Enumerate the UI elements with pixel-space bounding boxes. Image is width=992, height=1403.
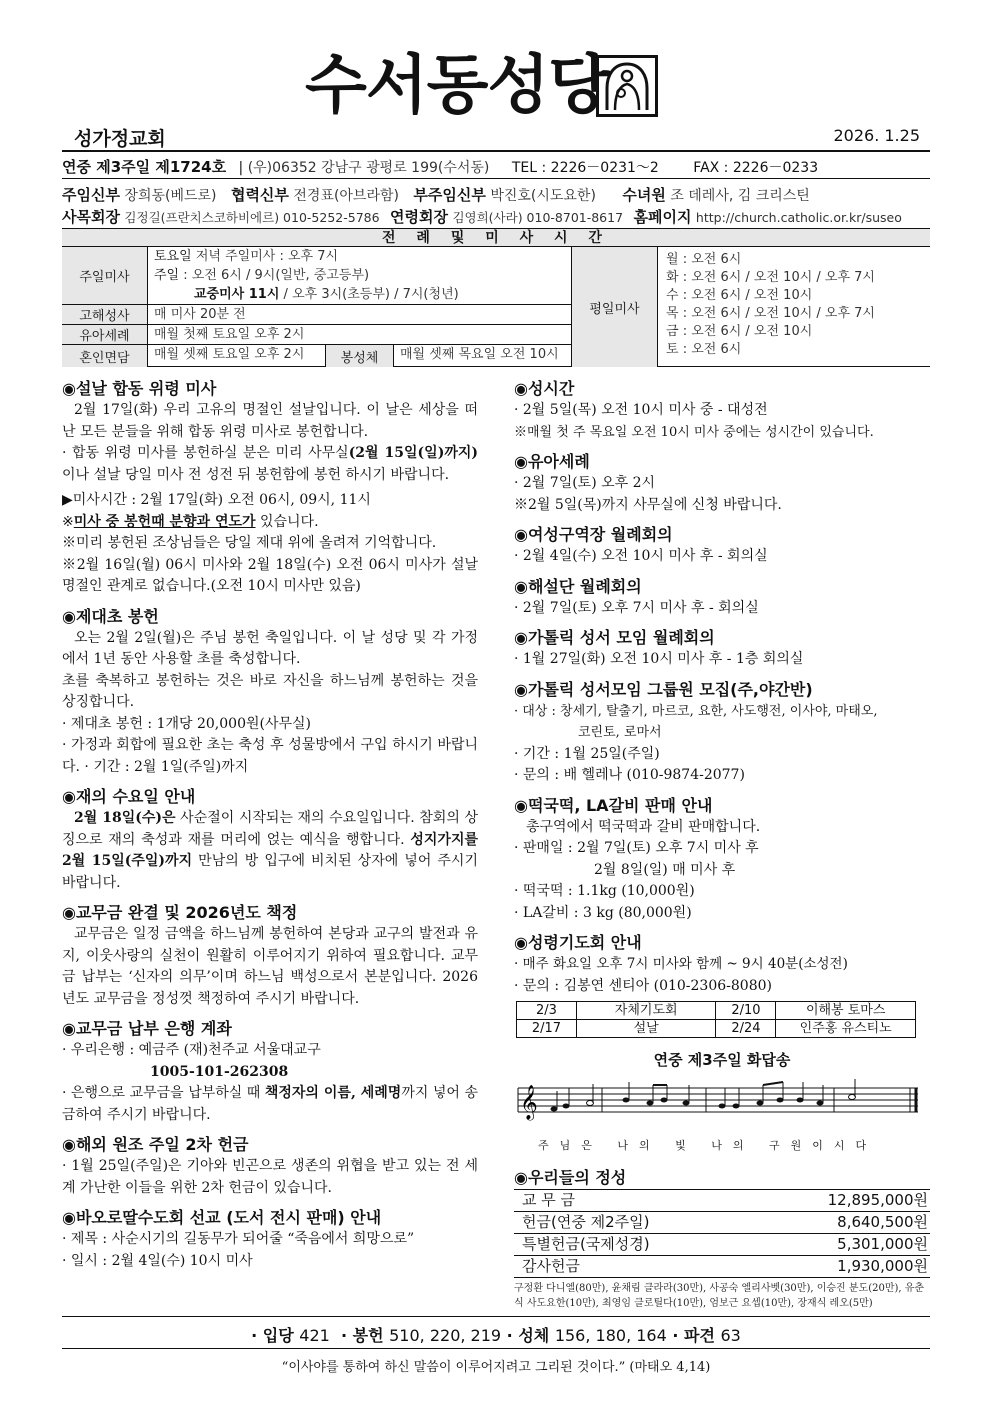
offering-table	[514, 1189, 930, 1278]
parish-title: 수서동성당	[305, 49, 610, 123]
tel: 2226－0231～2	[550, 160, 659, 176]
weekday-tue: 화 : 오전 6시 / 오전 10시 / 오후 7시	[666, 270, 875, 285]
info-line: 연중 제3주일 제1724호 | (우)06352 강남구 광평로 199(수서동) TEL : 2226－0231～2 FAX : 2226－0233	[62, 158, 819, 176]
psalm-music-staff	[514, 1076, 918, 1138]
section-title: ◉바오로딸수도회 선교 (도서 전시 판매) 안내	[62, 1208, 382, 1227]
table-row: 2/3 자체기도회 2/10 이해봉 토마스	[517, 1002, 916, 1020]
bullet-line: · 문의 : 김봉연 센티아 (010-2306-8080)	[514, 977, 772, 994]
marriage-time: 매월 셋째 토요일 오후 2시	[148, 345, 326, 367]
bullet-line: · 가정과 회합에 필요한 초는 축성 후 성물방에서 구입 하시기 바랍니다. · 기간 : 2월 1일(주일)까지	[62, 737, 478, 775]
note-line: ※미리 봉헌된 조상님들은 당일 제대 위에 올려져 기억합니다.	[62, 535, 437, 551]
confession-label: 고해성사	[62, 305, 148, 325]
high-mass: 교중미사 11시	[194, 287, 280, 302]
psalm-lyrics: 주님은 나의 빛 나의 구원이시다	[538, 1139, 878, 1152]
paragraph: 교무금은 일정 금액을 하느님께 봉헌하여 본당과 교구의 발전과 유지, 이웃사랑의 실천이 원활히 이루어지기 위하여 필요합니다. 교무금 납부는 ‘신자의 의무’이며 하느님 백성으로서 본분입니다. 2026년도 교무금을 정성껏 책정하여 주시기 바랍니다.	[62, 926, 478, 1007]
issue-date: 2026. 1.25	[833, 126, 920, 145]
fax-label: FAX :	[693, 160, 733, 176]
bullet-line: · 대상 : 창세기, 탈출기, 마르코, 요한, 사도행전, 이사야, 마태오,	[514, 703, 878, 719]
weekday-mass-times	[658, 247, 930, 367]
section-title: ◉가톨릭 성서 모임 월례회의	[514, 628, 715, 647]
note-line: ※2월 5일(목)까지 사무실에 신청 바랍니다.	[514, 496, 782, 513]
bullet-line: · 기간 : 1월 25일(주일)	[514, 745, 660, 762]
paragraph: 총구역에서 떡국떡과 갈비 판매합니다.	[526, 818, 761, 835]
bullet-line: · 제대초 봉헌 : 1개당 20,000원(사무실)	[62, 715, 311, 732]
anointing-label: 봉성체	[326, 345, 394, 367]
offering-row: 감사헌금 1,930,000원	[514, 1256, 930, 1278]
bullet-line: · 은행으로 교무금을 납부하실 때 책정자의 이름, 세례명까지 넣어 송금하여 주시기 바랍니다.	[62, 1085, 478, 1123]
bullet-line: · 2월 4일(수) 오전 10시 미사 후 - 회의실	[514, 548, 768, 564]
assoc-label: 부주임신부	[413, 186, 486, 204]
bullet-line: · 2월 7일(토) 오후 2시	[514, 475, 656, 491]
weekday-wed: 수 : 오전 6시 / 오전 10시	[666, 288, 813, 303]
union: 김영희(사라) 010-8701-8617	[452, 210, 624, 225]
section-title: ◉유아세례	[514, 452, 590, 471]
section-title: ◉해외 원조 주일 2차 헌금	[62, 1135, 249, 1154]
assoc: 박진호(시도요한)	[490, 188, 596, 204]
note-line: ※매월 첫 주 목요일 오전 10시 미사 중에는 성시간이 있습니다.	[514, 424, 874, 440]
svg-text:𝄞: 𝄞	[520, 1084, 538, 1120]
section-title: ◉성령기도회 안내	[514, 933, 642, 952]
footer-divider	[62, 1348, 930, 1349]
offering-row: 교 무 금 12,895,000원	[514, 1189, 930, 1212]
offering-row: 특별헌금(국제성경) 5,301,000원	[514, 1234, 930, 1256]
section-title: ◉제대초 봉헌	[62, 606, 159, 626]
sister-label: 수녀원	[622, 186, 666, 204]
address: (우)06352 강남구 광평로 199(수서동)	[247, 160, 490, 176]
bullet-line: · 2월 5일(목) 오전 10시 미사 중 - 대성전	[514, 402, 768, 418]
mass-schedule-table	[62, 247, 930, 367]
weekday-mon: 월 : 오전 6시	[666, 252, 742, 267]
section-title: ◉재의 수요일 안내	[62, 787, 196, 806]
weekday-sat: 토 : 오전 6시	[666, 342, 742, 357]
bullet-line: 코린토, 로마서	[578, 725, 662, 740]
bullet-line: · 판매일 : 2월 7일(토) 오후 7시 미사 후	[514, 840, 759, 856]
bullet-line: · 문의 : 배 헬레나 (010-9874-2077)	[514, 767, 745, 783]
section-title: ◉성시간	[514, 379, 575, 398]
clergy-row-1	[62, 184, 930, 205]
homepage-link[interactable]: http://church.catholic.or.kr/suseo	[695, 210, 902, 225]
anointing-time: 매월 셋째 목요일 오전 10시	[394, 345, 572, 367]
psalm-title: 연중 제3주일 화답송	[653, 1051, 791, 1069]
pastor: 장희동(베드로)	[124, 188, 217, 204]
sat-label: 토요일	[154, 249, 192, 264]
account-number: 1005-101-262308	[150, 1063, 289, 1080]
note-line: ※2월 16일(월) 06시 미사와 2월 18일(수) 오전 06시 미사가 설날 명절인 관계로 없습니다.(오전 10시 미사만 있음)	[62, 556, 478, 594]
header-divider	[62, 150, 930, 152]
weekday-mass-label: 평일미사	[572, 247, 658, 367]
marriage-label: 혼인면담	[62, 345, 148, 367]
paragraph: · 합동 위령 미사를 봉헌하실 분은 미리 사무실(2월 15일(일)까지)이나 설날 당일 미사 전 성전 뒤 봉헌함에 봉헌 하시기 바랍니다.	[62, 445, 478, 483]
bible-quote: “이사야를 통하여 하신 말씀이 이루어지려고 그리된 것이다.” (마태오 4,14)	[281, 1360, 711, 1375]
section-title: ◉해설단 월례회의	[514, 576, 642, 596]
web-label: 홈페이지	[633, 208, 692, 226]
bullet-line: 2월 8일(일) 매 미사 후	[594, 861, 736, 878]
offering-row: 헌금(연중 제2주일) 8,640,500원	[514, 1212, 930, 1234]
issue-number: 연중 제3주일 제1724호	[62, 158, 227, 176]
left-column	[62, 378, 478, 1272]
baptism-time: 매월 첫째 토요일 오후 2시	[148, 325, 572, 345]
baptism-label: 유아세례	[62, 325, 148, 345]
paragraph: 2월 18일(수)은 사순절이 시작되는 재의 수요일입니다. 참회의 상징으로 재의 축성과 재를 머리에 얹는 예식을 행합니다. 성지가지를 2월 15일(주일)까지 만남의 방 입구에 비치된 상자에 넣어 주시기 바랍니다.	[62, 810, 478, 891]
bullet-line: · 2월 7일(토) 오후 7시 미사 후 - 회의실	[514, 599, 759, 616]
attendance-stats: · 입당 421 · 봉헌 510, 220, 219 · 성체 156, 180, 164 · 파견 63	[251, 1326, 741, 1345]
bullet-line: · 1월 27일(화) 오전 10시 미사 후 - 1층 회의실	[514, 651, 804, 667]
union-label: 연령회장	[390, 208, 448, 226]
note-line: ※미사 중 봉헌때 분향과 연도가 있습니다.	[62, 513, 319, 530]
mass-time-line: ▶미사시간 : 2월 17일(화) 오전 06시, 09시, 11시	[62, 492, 371, 508]
bullet-line: · 제목 : 사순시기의 길동무가 되어줄 “죽음에서 희망으로”	[62, 1231, 415, 1247]
sun-mass: : 오전 6시 / 9시(일반, 중고등부)	[183, 268, 370, 283]
section-title: ◉여성구역장 월례회의	[514, 525, 673, 544]
section-title: ◉우리들의 정성	[514, 1167, 627, 1187]
bullet-line: · 매주 화요일 오후 7시 미사와 함께 ~ 9시 40분(소성전)	[514, 956, 848, 972]
confession-time: 매 미사 20분 전	[148, 305, 572, 325]
clergy-row-2	[62, 206, 930, 227]
donor-list: 구정환 다니엘(80만), 윤채림 클라라(30만), 사공숙 엘리사벳(30만), 이승진 분도(20만), 유춘식 사도요한(10만), 최영임 클로틸다(10만), 엄보근 요셉(10만), 장재식 레오(5만)	[514, 1282, 925, 1309]
coop-label: 협력신부	[230, 186, 289, 204]
prayer-schedule-table	[516, 1001, 916, 1038]
holy-family-logo-icon	[596, 55, 658, 117]
paragraph: · 1월 25일(주일)은 기아와 빈곤으로 생존의 위협을 받고 있는 전 세계 가난한 이들을 위한 2차 헌금이 있습니다.	[62, 1158, 478, 1196]
council-label: 사목회장	[62, 208, 120, 226]
sunday-mass-times	[148, 247, 572, 305]
footer-divider	[62, 1316, 930, 1317]
section-title: ◉떡국떡, LA갈비 판매 안내	[514, 795, 713, 815]
church-name: 성가정교회	[74, 128, 166, 150]
mass-heading: 전 례 및 미 사 시 간	[62, 228, 930, 247]
section-title: ◉교무금 완결 및 2026년도 책정	[62, 903, 298, 922]
pastor-label: 주임신부	[62, 186, 120, 204]
bullet-line: · 떡국떡 : 1.1kg (10,000원)	[514, 883, 695, 899]
sun-mass-2: / 오후 3시(초등부) / 7시(청년)	[279, 287, 459, 302]
table-row: 2/17 설날 2/24 인주홍 유스티노	[517, 1020, 916, 1038]
right-column	[514, 378, 930, 1311]
section-title: ◉설날 합동 위령 미사	[62, 379, 217, 398]
weekday-thu: 목 : 오전 6시 / 오전 10시 / 오후 7시	[666, 306, 875, 321]
council: 김정길(프란치스코하비에르) 010-5252-5786	[124, 210, 380, 225]
paragraph: 초를 축복하고 봉헌하는 것은 바로 자신을 하느님께 봉헌하는 것을 상징합니다.	[62, 672, 478, 710]
info-divider	[62, 178, 930, 179]
tel-label: TEL :	[511, 160, 551, 176]
bullet-line: · LA갈비 : 3 kg (80,000원)	[514, 904, 692, 921]
sat-mass: 저녁 주일미사 : 오후 7시	[195, 249, 339, 264]
section-title: ◉교무금 납부 은행 계좌	[62, 1019, 232, 1038]
weekday-fri: 금 : 오전 6시 / 오전 10시	[666, 324, 813, 339]
sun-label: 주일	[154, 268, 180, 283]
bank-line: · 우리은행 : 예금주 (재)천주교 서울대교구	[62, 1042, 321, 1058]
sunday-mass-label: 주일미사	[62, 247, 148, 305]
paragraph: 오는 2월 2일(월)은 주님 봉헌 축일입니다. 이 날 성당 및 각 가정에서 1년 동안 사용할 초를 축성합니다.	[62, 629, 478, 667]
bullet-line: · 일시 : 2월 4일(수) 10시 미사	[62, 1252, 253, 1269]
section-title: ◉가톨릭 성서모임 그룹원 모집(주,야간반)	[514, 679, 813, 699]
paragraph: 2월 17일(화) 우리 고유의 명절인 설날입니다. 이 날은 세상을 떠난 모든 분들을 위해 합동 위령 미사로 봉헌합니다.	[62, 402, 478, 440]
sister: 조 데레사, 김 크리스틴	[670, 188, 810, 204]
coop: 전경표(아브라함)	[293, 188, 399, 204]
fax: 2226－0233	[732, 160, 819, 176]
